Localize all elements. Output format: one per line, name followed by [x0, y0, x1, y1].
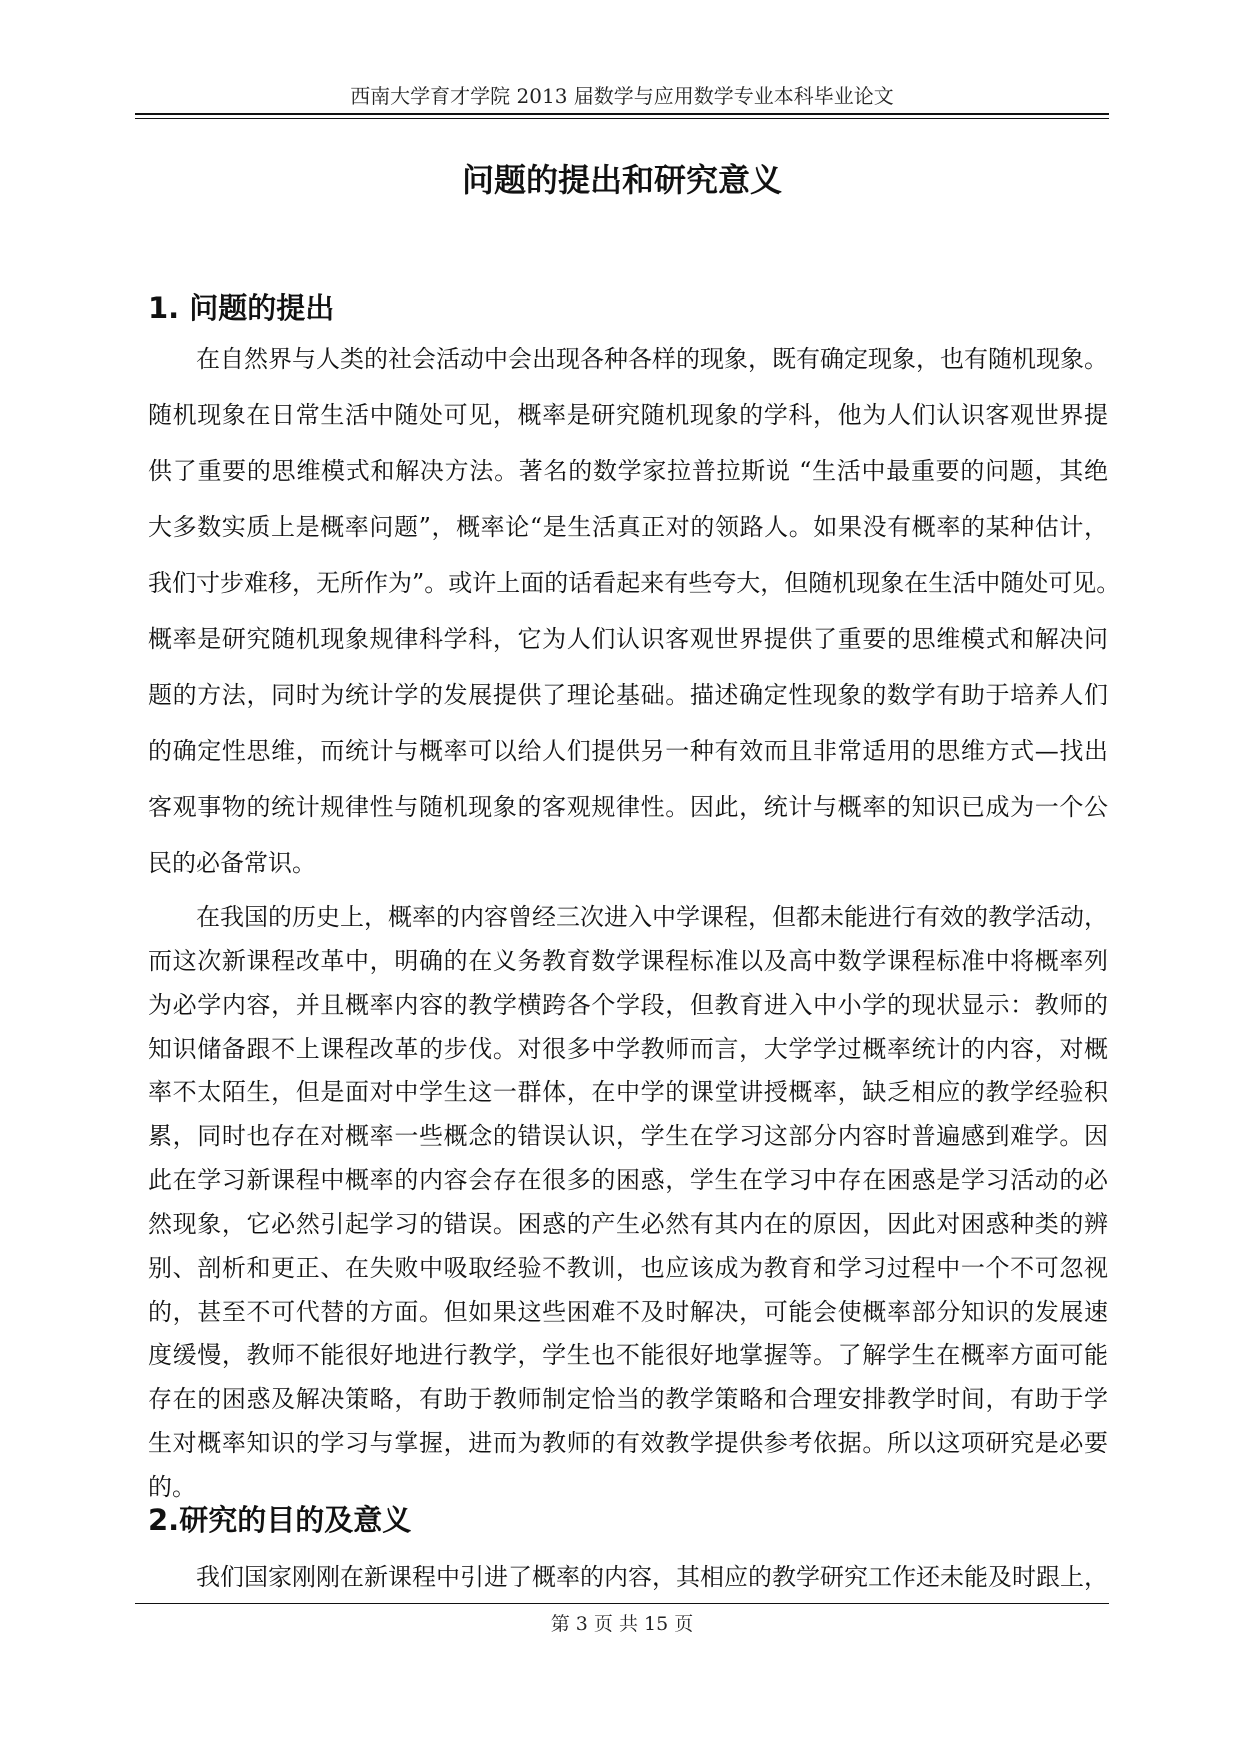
paragraph-line: 大多数实质上是概率问题”，概率论“是生活真正对的领路人。如果没有概率的某种估计， [148, 513, 1108, 541]
paragraph-line: 知识储备跟不上课程改革的步伐。对很多中学教师而言，大学学过概率统计的内容，对概 [148, 1035, 1108, 1063]
footer-rule [135, 1603, 1109, 1604]
paragraph-line: 然现象，它必然引起学习的错误。困惑的产生必然有其内在的原因，因此对困惑种类的辨 [148, 1210, 1108, 1238]
header-rule-thick [135, 113, 1109, 115]
paragraph-line: 别、剖析和更正、在失败中吸取经验不教训，也应该成为教育和学习过程中一个不可忽视 [148, 1254, 1108, 1282]
paragraph-line: 在我国的历史上，概率的内容曾经三次进入中学课程，但都未能进行有效的教学活动， [196, 903, 1108, 931]
paragraph-line: 率不太陌生，但是面对中学生这一群体，在中学的课堂讲授概率，缺乏相应的教学经验积 [148, 1078, 1108, 1106]
paragraph-line: 的确定性思维，而统计与概率可以给人们提供另一种有效而且非常适用的思维方式—找出 [148, 737, 1108, 765]
paragraph-line: 客观事物的统计规律性与随机现象的客观规律性。因此，统计与概率的知识已成为一个公 [148, 793, 1108, 821]
page-title: 问题的提出和研究意义 [461, 161, 782, 199]
page-number-footer: 第 3 页 共 15 页 [550, 1613, 694, 1635]
paragraph-line: 而这次新课程改革中，明确的在义务教育数学课程标准以及高中数学课程标准中将概率列 [148, 947, 1108, 975]
paragraph-line: 的。 [148, 1473, 196, 1501]
paragraph-line: 此在学习新课程中概率的内容会存在很多的困惑，学生在学习中存在困惑是学习活动的必 [148, 1166, 1108, 1194]
paragraph-line: 民的必备常识。 [148, 849, 316, 877]
paragraph-line: 的，甚至不可代替的方面。但如果这些困难不及时解决，可能会使概率部分知识的发展速 [148, 1298, 1108, 1326]
paragraph-line: 题的方法，同时为统计学的发展提供了理论基础。描述确定性现象的数学有助于培养人们 [148, 681, 1108, 709]
paragraph-line: 我们国家刚刚在新课程中引进了概率的内容，其相应的教学研究工作还未能及时跟上， [196, 1563, 1108, 1591]
paragraph-line: 我们寸步难移，无所作为”。或许上面的话看起来有些夸大，但随机现象在生活中随处可见。 [148, 569, 1121, 597]
section-heading-1: 1. 问题的提出 [148, 291, 335, 325]
section-heading-2: 2.研究的目的及意义 [148, 1503, 412, 1537]
paragraph-line: 生对概率知识的学习与掌握，进而为教师的有效教学提供参考依据。所以这项研究是必要 [148, 1429, 1108, 1457]
paragraph-line: 概率是研究随机现象规律科学科，它为人们认识客观世界提供了重要的思维模式和解决问 [148, 625, 1108, 653]
paragraph-line: 在自然界与人类的社会活动中会出现各种各样的现象，既有确定现象，也有随机现象。 [196, 345, 1108, 373]
paragraph-line: 供了重要的思维模式和解决方法。著名的数学家拉普拉斯说 “生活中最重要的问题，其绝 [148, 457, 1108, 485]
header-rule-thin [135, 118, 1109, 119]
paragraph-line: 存在的困惑及解决策略，有助于教师制定恰当的教学策略和合理安排教学时间，有助于学 [148, 1385, 1108, 1413]
paragraph-line: 为必学内容，并且概率内容的教学横跨各个学段，但教育进入中小学的现状显示：教师的 [148, 991, 1108, 1019]
running-header: 西南大学育才学院 2013 届数学与应用数学专业本科毕业论文 [350, 84, 894, 108]
paragraph-line: 度缓慢，教师不能很好地进行教学，学生也不能很好地掌握等。了解学生在概率方面可能 [148, 1341, 1108, 1369]
paragraph-line: 累，同时也存在对概率一些概念的错误认识，学生在学习这部分内容时普遍感到难学。因 [148, 1122, 1108, 1150]
paragraph-line: 随机现象在日常生活中随处可见，概率是研究随机现象的学科，他为人们认识客观世界提 [148, 401, 1108, 429]
